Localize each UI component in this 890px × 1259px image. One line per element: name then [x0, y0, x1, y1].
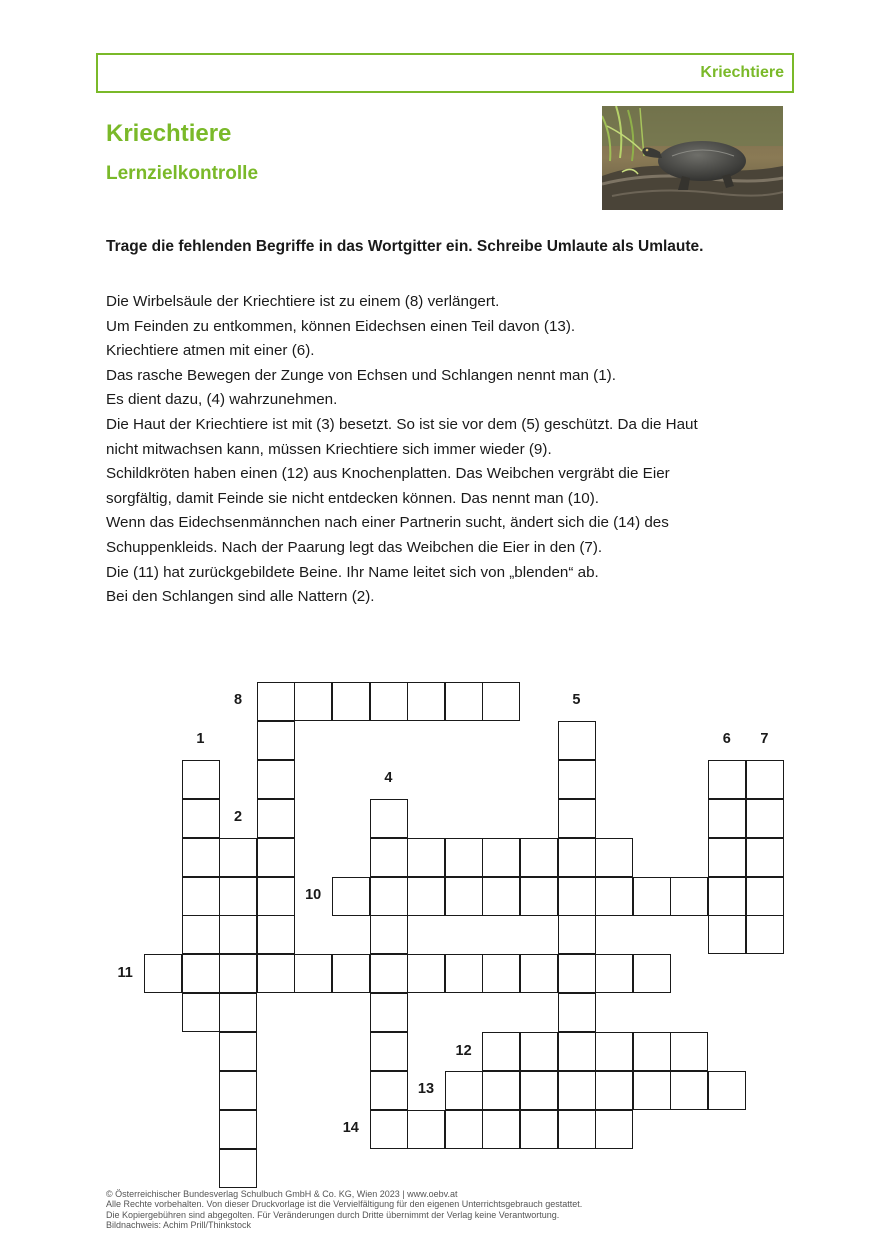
crossword-cell[interactable] — [144, 954, 182, 993]
clue-number-5: 5 — [572, 692, 581, 709]
crossword-cell[interactable] — [445, 877, 483, 916]
clue-line: Die Wirbelsäule der Kriechtiere ist zu einem (8) verlängert. — [106, 293, 500, 310]
crossword-cell[interactable] — [708, 799, 746, 838]
crossword-cell[interactable] — [445, 1071, 483, 1110]
clue-number-10: 10 — [305, 886, 322, 903]
clue-number-12: 12 — [455, 1042, 472, 1059]
clue-text — [106, 290, 766, 610]
crossword-cell[interactable] — [558, 838, 596, 877]
crossword-cell[interactable] — [708, 915, 746, 954]
turtle-photo-icon — [602, 106, 783, 210]
crossword-cell[interactable] — [558, 1110, 596, 1149]
crossword-cell[interactable] — [257, 877, 295, 916]
crossword-cell[interactable] — [257, 838, 295, 877]
crossword-cell[interactable] — [370, 838, 408, 877]
crossword-cell[interactable] — [482, 838, 520, 877]
crossword-cell[interactable] — [746, 915, 784, 954]
crossword-cell[interactable] — [482, 1110, 520, 1149]
crossword-cell[interactable] — [595, 954, 633, 993]
crossword-cell[interactable] — [370, 993, 408, 1032]
crossword-cell[interactable] — [182, 915, 220, 954]
crossword-cell[interactable] — [482, 682, 520, 721]
crossword-cell[interactable] — [482, 954, 520, 993]
clue-line: Wenn das Eidechsenmännchen nach einer Partnerin sucht, ändert sich die (14) des — [106, 514, 669, 532]
task-instruction: Trage die fehlenden Begriffe in das Wortgitter ein. Schreibe Umlaute als Umlaute. — [106, 238, 704, 255]
crossword-cell[interactable] — [595, 1032, 633, 1071]
crossword-cell[interactable] — [520, 1032, 558, 1071]
crossword-cell[interactable] — [520, 954, 558, 993]
crossword-cell[interactable] — [257, 799, 295, 838]
clue-number-7: 7 — [760, 731, 769, 748]
crossword-cell[interactable] — [558, 1032, 596, 1071]
clue-number-6: 6 — [722, 731, 731, 748]
footer-line: Alle Rechte vorbehalten. Von dieser Druckvorlage ist die Vervielfältigung für den eigenen Unterrichtsgebrauch gestattet. — [106, 1199, 583, 1210]
crossword-cell[interactable] — [407, 682, 445, 721]
crossword-cell[interactable] — [482, 1071, 520, 1110]
crossword-cell[interactable] — [219, 1110, 257, 1149]
clue-line: Die Haut der Kriechtiere ist mit (3) besetzt. So ist sie vor dem (5) geschützt. Da die Haut — [106, 415, 698, 433]
clue-number-8: 8 — [233, 692, 243, 709]
crossword-cell[interactable] — [370, 799, 408, 838]
crossword-cell[interactable] — [445, 682, 483, 721]
crossword-cell[interactable] — [558, 877, 596, 916]
turtle-photo — [602, 106, 783, 210]
crossword-cell[interactable] — [182, 993, 220, 1032]
crossword-cell[interactable] — [370, 1110, 408, 1149]
header-bar — [96, 53, 794, 93]
crossword-cell[interactable] — [558, 993, 596, 1032]
crossword-cell[interactable] — [294, 954, 332, 993]
crossword-cell[interactable] — [219, 838, 257, 877]
crossword-cell[interactable] — [219, 1149, 257, 1188]
clue-line: nicht mitwachsen kann, müssen Kriechtiere sich immer wieder (9). — [106, 440, 552, 458]
crossword-cell[interactable] — [257, 721, 295, 760]
crossword-cell[interactable] — [257, 760, 295, 799]
crossword-cell[interactable] — [182, 877, 220, 916]
clue-number-11: 11 — [117, 964, 133, 981]
clue-line: Um Feinden zu entkommen, können Eidechsen einen Teil davon (13). — [106, 317, 576, 335]
crossword-cell[interactable] — [520, 877, 558, 916]
crossword-cell[interactable] — [670, 1071, 708, 1110]
crossword-cell[interactable] — [558, 1071, 596, 1110]
crossword-cell[interactable] — [370, 682, 408, 721]
crossword-cell[interactable] — [257, 954, 295, 993]
crossword-cell[interactable] — [633, 877, 671, 916]
clue-line: Die (11) hat zurückgebildete Beine. Ihr Name leitet sich von „blenden“ ab. — [106, 563, 599, 581]
crossword-cell[interactable] — [520, 1071, 558, 1110]
crossword-cell[interactable] — [219, 915, 257, 954]
crossword-cell[interactable] — [670, 877, 708, 916]
crossword-cell[interactable] — [595, 877, 633, 916]
crossword-cell[interactable] — [445, 954, 483, 993]
clue-line: Das rasche Bewegen der Zunge von Echsen und Schlangen nennt man (1). — [106, 366, 616, 384]
crossword-cell[interactable] — [520, 1110, 558, 1149]
clue-line: Kriechtiere atmen mit einer (6). — [106, 342, 315, 360]
crossword-cell[interactable] — [633, 1071, 671, 1110]
crossword-cell[interactable] — [708, 838, 746, 877]
clue-line: Schildkröten haben einen (12) aus Knochenplatten. Das Weibchen vergräbt die Eier — [106, 465, 670, 483]
crossword-cell[interactable] — [332, 682, 370, 721]
clue-line: Bei den Schlangen sind alle Nattern (2). — [106, 588, 375, 606]
crossword-cell[interactable] — [445, 1110, 483, 1149]
crossword-cell[interactable] — [708, 760, 746, 799]
page-title: Kriechtiere — [106, 120, 232, 147]
crossword-cell[interactable] — [407, 838, 445, 877]
clue-number-4: 4 — [384, 770, 393, 787]
crossword-cell[interactable] — [558, 760, 596, 799]
crossword-cell[interactable] — [219, 1071, 257, 1110]
crossword-cell[interactable] — [182, 954, 220, 993]
crossword-cell[interactable] — [294, 682, 332, 721]
crossword-cell[interactable] — [708, 877, 746, 916]
crossword-cell[interactable] — [595, 838, 633, 877]
crossword-cell[interactable] — [219, 1032, 257, 1071]
clue-line: sorgfältig, damit Feinde sie nicht entdecken können. Das nennt man (10). — [106, 489, 600, 507]
crossword-cell[interactable] — [482, 1032, 520, 1071]
crossword-cell[interactable] — [370, 877, 408, 916]
crossword-cell[interactable] — [595, 1071, 633, 1110]
crossword-cell[interactable] — [332, 877, 370, 916]
clue-line: Schuppenkleids. Nach der Paarung legt das Weibchen die Eier in den (7). — [106, 538, 603, 556]
crossword-cell[interactable] — [670, 1032, 708, 1071]
crossword-cell[interactable] — [257, 682, 295, 721]
clue-number-2: 2 — [233, 809, 243, 826]
crossword-cell[interactable] — [633, 954, 671, 993]
crossword-cell[interactable] — [407, 954, 445, 993]
crossword-cell[interactable] — [746, 760, 784, 799]
crossword-cell[interactable] — [746, 799, 784, 838]
page-subtitle: Lernzielkontrolle — [106, 163, 259, 184]
crossword-cell[interactable] — [257, 915, 295, 954]
crossword-cell[interactable] — [595, 1110, 633, 1149]
crossword-cell[interactable] — [370, 1071, 408, 1110]
crossword-cell[interactable] — [219, 954, 257, 993]
clue-line: Es dient dazu, (4) wahrzunehmen. — [106, 391, 338, 409]
crossword-cell[interactable] — [746, 838, 784, 877]
crossword-cell[interactable] — [558, 721, 596, 760]
footer-line: Bildnachweis: Achim Prill/Thinkstock — [106, 1220, 252, 1231]
crossword-cell[interactable] — [746, 877, 784, 916]
crossword-cell[interactable] — [633, 1032, 671, 1071]
clue-number-13: 13 — [417, 1081, 435, 1098]
crossword-cell[interactable] — [182, 838, 220, 877]
crossword-cell[interactable] — [708, 1071, 746, 1110]
footer-line: © Österreichischer Bundesverlag Schulbuch GmbH & Co. KG, Wien 2023 | www.oebv.at — [106, 1189, 458, 1199]
crossword-cell[interactable] — [370, 1032, 408, 1071]
clue-number-14: 14 — [342, 1120, 359, 1137]
crossword-cell[interactable] — [370, 915, 408, 954]
crossword-cell[interactable] — [558, 954, 596, 993]
crossword-cell[interactable] — [370, 954, 408, 993]
crossword-cell[interactable] — [520, 838, 558, 877]
crossword-cell[interactable] — [407, 877, 445, 916]
crossword-cell[interactable] — [407, 1110, 445, 1149]
crossword-cell[interactable] — [445, 838, 483, 877]
crossword-cell[interactable] — [182, 760, 220, 799]
crossword-cell[interactable] — [332, 954, 370, 993]
footer-line: Die Kopiergebühren sind abgegolten. Für Veränderungen durch Dritte übernimmt der Verlag keine Verantwortung. — [106, 1209, 560, 1220]
crossword-cell[interactable] — [482, 877, 520, 916]
footer — [106, 1189, 582, 1231]
crossword-cell[interactable] — [219, 993, 257, 1032]
header-label: Kriechtiere — [700, 64, 784, 81]
crossword-cell[interactable] — [558, 799, 596, 838]
crossword-cell[interactable] — [219, 877, 257, 916]
clue-number-1: 1 — [196, 731, 205, 748]
crossword-cell[interactable] — [182, 799, 220, 838]
crossword-cell[interactable] — [558, 915, 596, 954]
